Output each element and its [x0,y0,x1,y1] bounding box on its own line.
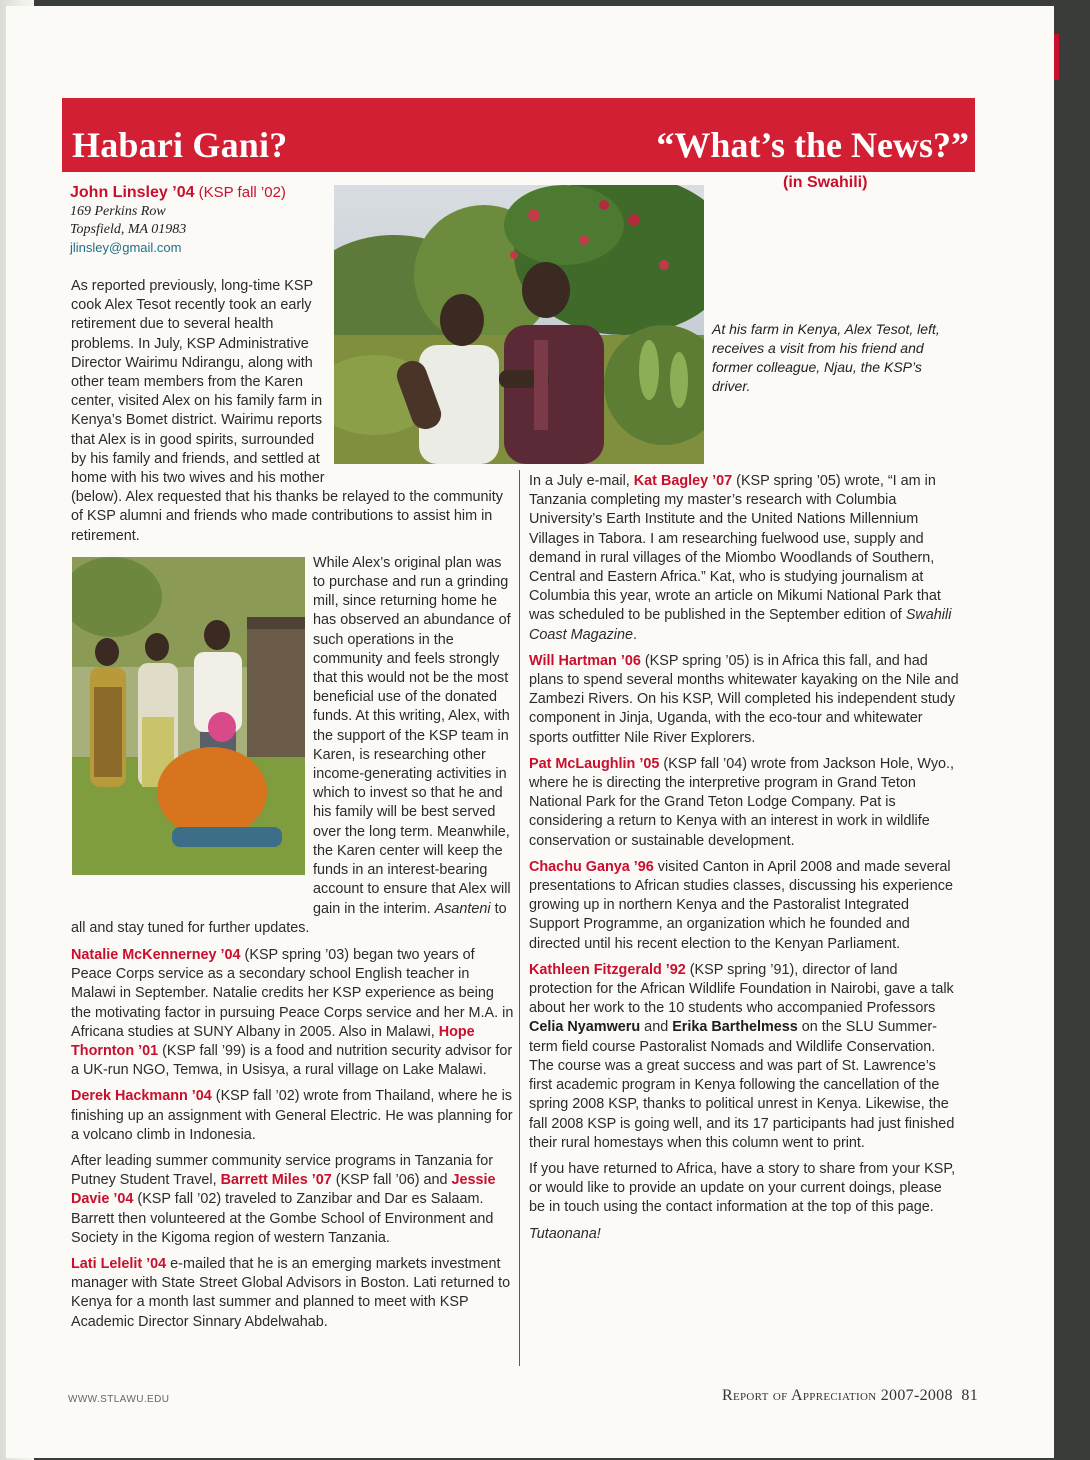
column-divider [519,470,520,1366]
page-number: 81 [961,1387,978,1404]
right-column [529,472,961,1251]
left-column [71,277,517,1339]
magazine-title: Swahili Coast Magazine [529,607,952,643]
alumni-text: (KSP spring ’05) wrote, “I am in Tanzania completing my master’s research with Columbia University’s Earth Institute and the United Nations Millennium Villages in Tabora. I am researching fuelwood use, supply and demand in rural villages of the Miombo Woodlands of Southern, Central and Eastern Africa.” Kat, who is studying journalism at Columbia this year, wrote an article on Mikumi National Park that was scheduled to be published in the September edition of [529,473,941,624]
contact-term: (KSP fall ’02) [194,184,286,201]
alumni-name: Hope Thornton ’01 [71,1023,475,1059]
edge-accent [1054,34,1059,80]
alumni-text: e-mailed that he is an emerging markets investment manager with State Street Global Advisors in Boston. Lati returned to Kenya for a month last summer and planned to meet with KSP Academic Director Sinnary Abdelwahab. [71,1255,511,1330]
alumni-text: (KSP spring ’91), director of land protection for the African Wildlife Foundation in Nairobi, gave a talk about her work to the 10 students who accompanied Professors [529,961,954,1017]
ganya-paragraph [529,858,961,954]
mckennerney-paragraph [71,946,517,1080]
alumni-text: visited Canton in April 2008 and made several presentations to African studies classes, discussing his experience growing up in northern Kenya and the Pastoralist Integrated Support Programme, an organization which he founded and directed until his recent election to the Kenyan Parliament. [529,858,953,952]
alumni-name: Lati Lelelit ’04 [71,1255,167,1272]
photo-caption: At his farm in Kenya, Alex Tesot, left, receives a visit from his friend and former colleague, Njau, the KSP’s driver. [712,321,940,394]
alumni-text: (KSP fall ’99) is a food and nutrition security advisor for a UK-run NGO, Temwa, in Usisya, a rural village on Lake Malawi. [71,1042,513,1079]
alumni-name: Chachu Ganya ’96 [529,858,654,875]
contact-block [70,184,330,257]
professor-name: Erika Barthelmess [672,1019,798,1036]
lelelit-paragraph [71,1255,517,1332]
alex-retirement-text: As reported previously, long-time KSP cook Alex Tesot recently took an early retirement due to several health problems. In July, KSP Administrative Director Wairimu Ndirangu, along with other team members from the Karen center, visited Alex on his family farm in Kenya’s Bomet district. Wairimu reports that Alex is in good spirits, surrounded by his family and friends, and settled at home with his two wives and his mother (below). Alex requested that his thanks be relayed to the community of KSP alumni and friends who made contributions to assist him in retirement. [71,278,503,544]
alumni-text: (KSP fall ’04) wrote from Jackson Hole, Wyo., where he is directing the interpretive program in Grand Teton National Park for the Grand Teton Lodge Company. Pat is considering a return to Kenya with an interest in work in wildlife conservation or sustainable development. [529,755,955,849]
mclaughlin-paragraph [529,755,961,851]
banner-note: (in Swahili) [783,174,868,191]
hackmann-paragraph [71,1087,517,1145]
asanteni-text: Asanteni [434,900,491,917]
alumni-name: Kathleen Fitzgerald ’92 [529,961,686,978]
banner-subtitle: “What’s the News?” [656,125,969,165]
hartman-paragraph [529,652,961,748]
footer-report [722,1387,978,1405]
alex-retirement-paragraph [71,277,517,546]
photo2-spacer [71,572,313,902]
alumni-name: Jessie Davie ’04 [71,1172,496,1208]
alumni-name: Kat Bagley ’07 [633,473,733,489]
alex-plans-end: to all and stay tuned for further updates. [71,900,507,936]
contact-city: Topsfield, MA 01983 [70,222,187,237]
alumni-name: Barrett Miles ’07 [220,1172,332,1189]
alumni-text: on the SLU Summer-term field course Pastoralist Nomads and Wildlife Conservation. The course was a great success and was part of St. Lawrence’s first academic program in Kenya following the cancellation of the spring 2008 KSP, thanks to political unrest in Kenya. Likewise, the fall 2008 KSP is going well, and its 17 participants had just finished their rural homestays when this column went to print. [529,1019,955,1151]
alumni-name: Natalie McKennerney ’04 [71,946,241,963]
bagley-paragraph [529,472,961,645]
contact-name: John Linsley ’04 [70,184,195,201]
alumni-text: In a July e-mail, [529,473,634,489]
contact-email[interactable]: jlinsley@gmail.com [70,240,182,255]
professor-name: Celia Nyamweru [529,1019,641,1036]
alumni-text: (KSP fall ’02) wrote from Thailand, where he is finishing up an assignment with General Electric. He was planning for a volcano climb in Indonesia. [71,1088,513,1143]
alumni-name: Derek Hackmann ’04 [71,1088,212,1105]
alumni-text: (KSP fall ’02) traveled to Zanzibar and Dar es Salaam. Barrett then volunteered at the Gombe School of Environment and Society in the Kigoma region of western Tanzania. [71,1191,494,1246]
alumni-text: After leading summer community service programs in Tanzania for Putney Student Travel, [71,1152,494,1189]
sign-off [529,1225,961,1244]
alex-plans-text: While Alex’s original plan was to purchase and run a grinding mill, since returning home he has observed an abundance of such operations in the community and feels strongly that this would not be the most beneficial use of the donated funds. At this writing, Alex, with the support of the KSP team in Karen, is researching other income-generating activities in which to invest so that he and his family will be best served over the long term. Meanwhile, the Karen center will keep the funds in an interest-bearing account to ensure that Alex will gain in the interim. [313,554,511,917]
alumni-text: (KSP spring ’03) began two years of Peace Corps service as a secondary school English teacher in Malawi in September. Natalie credits her KSP experience as being the motivating factor in pursuing Peace Corps service and her M.A. in Africana studies at SUNY Albany in 2005. Also in Malawi, [71,946,514,1040]
contact-street: 169 Perkins Row [70,204,166,219]
footer-url[interactable]: WWW.STLAWU.EDU [68,1394,170,1405]
alumni-name: Will Hartman ’06 [529,652,641,669]
report-title: Report of Appreciation [721,1387,877,1404]
alumni-text: and [640,1019,673,1036]
alumni-text: (KSP spring ’05) is in Africa this fall, and had plans to spend several months whitewater kayaking on the Nile and Zambezi Rivers. On his KSP, Will completed his independent study component in Jinja, Uganda, with the eco-tour and whitewater sports outfitter Nile River Explorers. [529,652,959,746]
fitzgerald-paragraph [529,961,961,1153]
banner-title: Habari Gani? [72,125,288,165]
photo1-spacer [325,277,517,473]
closing-paragraph: If you have returned to Africa, have a story to share from your KSP, or would like to provide an update on your current doings, please be in touch using the contact information at the top of this page. [529,1160,956,1216]
section-banner [62,98,975,172]
alumni-name: Pat McLaughlin ’05 [529,755,660,772]
report-years: 2007-2008 [876,1387,953,1404]
sign-off-text: Tutaonana! [529,1225,601,1242]
alumni-text: . [633,626,637,643]
alumni-text: (KSP fall ’06) and [331,1172,452,1189]
miles-paragraph [71,1152,517,1248]
alex-plans-paragraph [71,554,517,938]
